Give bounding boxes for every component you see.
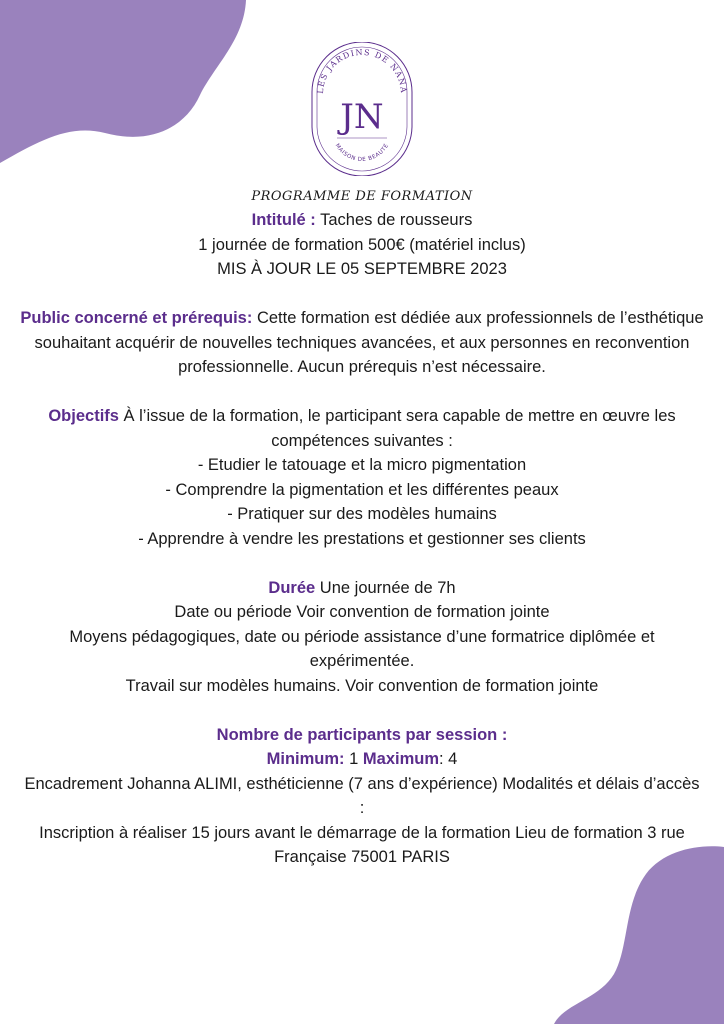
objectives-section [20, 404, 704, 453]
svg-text:LES JARDINS DE NANA [316, 48, 408, 94]
logo-monogram: JN [340, 97, 384, 137]
participants-line: Encadrement Johanna ALIMI, esthéticienne (7 ans d’expérience) Modalités et délais d’accès : [24, 774, 700, 817]
max-value: : 4 [439, 750, 458, 768]
duration-line: Travail sur modèles humains. Voir convention de formation jointe [125, 676, 599, 695]
duration-line: Moyens pédagogiques, date ou période assistance d’une formatrice diplômée et expérimentée. [69, 627, 655, 670]
objective-item: - Etudier le tatouage et la micro pigmentation [197, 456, 527, 474]
intitule-line [20, 208, 704, 233]
public-label: Public concerné et prérequis: [20, 309, 253, 327]
logo-tagline: MAISON DE BEAUTÉ [333, 142, 391, 164]
duration-value: Une journée de 7h [319, 578, 456, 597]
public-section [20, 306, 704, 380]
objective-item: - Comprendre la pigmentation et les différentes peaux [165, 480, 559, 499]
decorative-blob-bottom-right [554, 844, 724, 1024]
min-label: Minimum: [266, 750, 345, 768]
program-content [20, 186, 704, 870]
public-text: Cette formation est dédiée aux professionnels de l’esthétique souhaitant acquérir de nouvelles techniques avancées, et aux personnes en reconvention professionnelle. Aucun prérequis n’est nécessaire. [34, 309, 704, 376]
update-date: MIS À JOUR LE 05 SEPTEMBRE 2023 [217, 260, 507, 278]
svg-text:MAISON DE BEAUTÉ [334, 142, 391, 163]
intitule-label: Intitulé : [251, 211, 316, 229]
objective-item: - Pratiquer sur des modèles humains [227, 505, 497, 523]
brand-logo [309, 42, 415, 176]
objectives-label: Objectifs [48, 407, 119, 425]
logo-brand-text: LES JARDINS DE NANA [315, 47, 409, 95]
participants-minmax [20, 747, 704, 772]
max-label: Maximum [362, 750, 440, 768]
program-title: PROGRAMME DE FORMATION [251, 189, 473, 204]
duration-label: Durée [268, 578, 316, 597]
participants-label: Nombre de participants par session : [216, 725, 508, 744]
participants-line: Inscription à réaliser 15 jours avant le démarrage de la formation Lieu de formation 3 rue Française 75001 PARIS [39, 823, 685, 866]
objective-item: - Apprendre à vendre les prestations et gestionner ses clients [138, 529, 586, 548]
min-value: 1 [349, 750, 359, 768]
intitule-value: Taches de rousseurs [320, 211, 473, 229]
decorative-blob-top-left [0, 0, 250, 165]
duration-price: 1 journée de formation 500€ (matériel inclus) [198, 235, 526, 254]
duration-section [20, 576, 704, 601]
duration-line: Date ou période Voir convention de formation jointe [174, 603, 550, 621]
objectives-intro: À l’issue de la formation, le participant sera capable de mettre en œuvre les compétences suivantes : [123, 407, 676, 450]
